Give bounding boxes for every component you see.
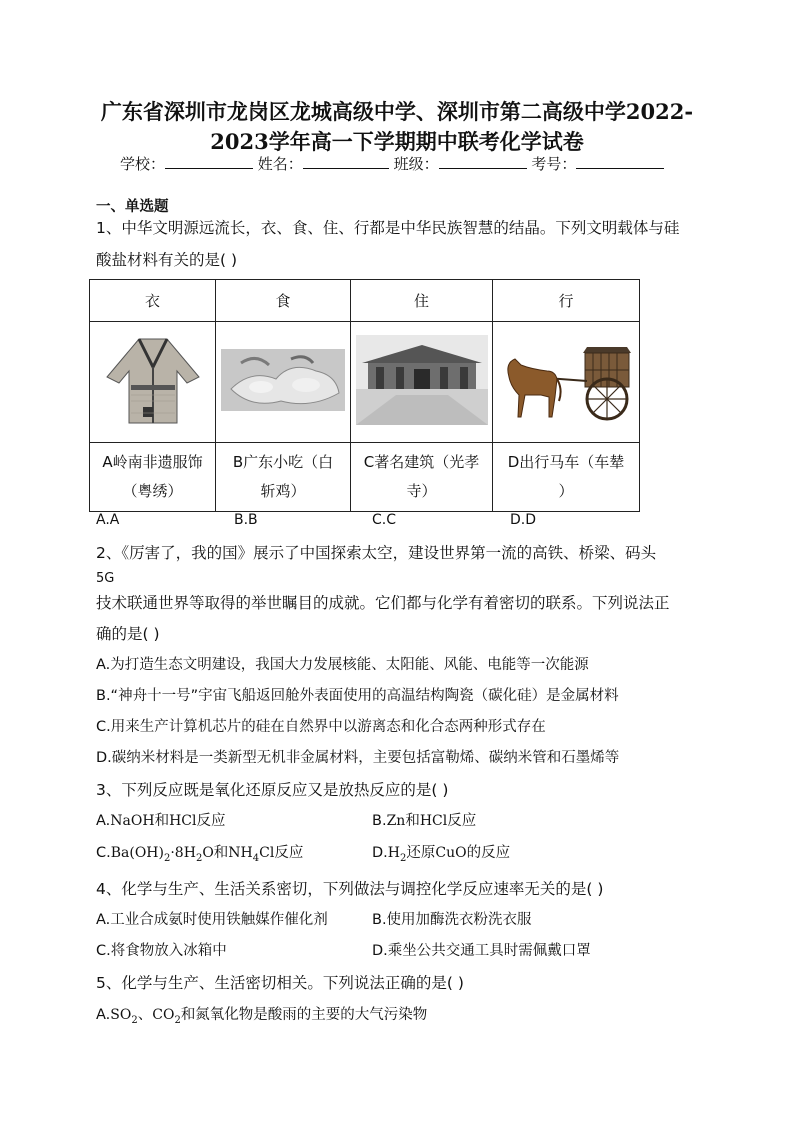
option-text: 反应	[274, 845, 304, 861]
q1-option-a[interactable]: A.A	[96, 512, 120, 528]
caption-line: D出行马车（车辇	[507, 453, 625, 471]
q2-stem-5g: 5G	[96, 571, 115, 586]
q4-stem: 4、化学与生产、生活关系密切，下列做法与调控化学反应速率无关的是( )	[96, 880, 604, 898]
option-text: 反应	[447, 813, 477, 829]
option-text: 还原	[406, 845, 436, 861]
formula: $SO_2$	[110, 1007, 138, 1026]
table-header-cell: 住	[351, 280, 493, 322]
option-d-caption-cell	[493, 443, 640, 512]
formula: $NH_4Cl$	[228, 845, 275, 864]
school-label: 学校：	[120, 155, 166, 173]
q1-stem-line2: 酸盐材料有关的是( )	[96, 251, 238, 269]
q3-option-a[interactable]	[96, 809, 225, 830]
caption-line: A岭南非遗服饰	[102, 453, 203, 471]
table-header-cell: 食	[216, 280, 351, 322]
formula: NaOH	[110, 813, 155, 829]
name-blank[interactable]	[303, 154, 389, 169]
q1-option-c[interactable]: C.C	[372, 512, 397, 528]
q2-option-a[interactable]: A.为打造生态文明建设，我国大力发展核能、太阳能、风能、电能等一次能源	[96, 657, 589, 673]
option-text: 和	[213, 845, 229, 861]
q4-option-d[interactable]: D.乘坐公共交通工具时需佩戴口罩	[372, 943, 591, 959]
section-title: 一、单选题	[96, 199, 169, 215]
q2-option-c[interactable]: C.用来生产计算机芯片的硅在自然界中以游离态和化合态两种形式存在	[96, 719, 546, 735]
q4-option-b[interactable]: B.使用加酶洗衣粉洗衣服	[372, 912, 532, 928]
q3-option-c[interactable]	[96, 841, 303, 864]
exam-no-label: 考号：	[531, 155, 577, 173]
formula: Zn	[386, 813, 406, 829]
q2-stem-line2: 技术联通世界等取得的举世瞩目的成就。它们都与化学有着密切的联系。下列说法正	[96, 594, 670, 612]
option-prefix: C.	[96, 845, 111, 861]
q2-stem-line1: 2、《厉害了，我的国》展示了中国探索太空，建设世界第一流的高铁、桥梁、码头	[96, 544, 657, 562]
q5-stem: 5、化学与生产、生活密切相关。下列说法正确的是( )	[96, 974, 464, 992]
caption-line: B广东小吃（白	[232, 453, 334, 471]
q5-option-a[interactable]	[96, 1003, 427, 1026]
caption-line: ）	[558, 482, 574, 500]
option-text: 和	[405, 813, 420, 829]
q2-option-b[interactable]: B.“神舟十一号”宇宙飞船返回舱外表面使用的高温结构陶瓷（碳化硅）是金属材料	[96, 688, 619, 704]
ancestral-temple-building-image	[351, 322, 493, 443]
option-text: 和	[154, 813, 170, 829]
option-c-caption-cell	[351, 443, 493, 512]
option-text: 的反应	[466, 845, 511, 861]
option-prefix: D.	[372, 845, 388, 861]
option-text: 、	[137, 1007, 153, 1023]
table-header-cell: 衣	[90, 280, 216, 322]
option-prefix: B.	[372, 813, 387, 829]
q4-option-a[interactable]: A.工业合成氨时使用铁触媒作催化剂	[96, 912, 328, 928]
q2-option-d[interactable]: D.碳纳米材料是一类新型无机非金属材料，主要包括富勒烯、碳纳米管和石墨烯等	[96, 750, 620, 766]
exam-no-blank[interactable]	[576, 154, 664, 169]
horse-carriage-image	[493, 322, 640, 443]
q1-table	[89, 279, 640, 512]
q1-option-d[interactable]: D.D	[510, 512, 537, 528]
formula: $Ba(OH)_2\cdot 8H_2O$	[110, 845, 214, 864]
hanfu-garment-image	[90, 322, 216, 443]
option-text: 反应	[196, 813, 226, 829]
caption-line: C著名建筑（光孝	[363, 453, 480, 471]
table-header-cell: 行	[493, 280, 640, 322]
formula: $CO_2$	[152, 1007, 181, 1026]
option-prefix: A.	[96, 813, 111, 829]
caption-line: 寺）	[406, 482, 437, 500]
q3-option-b[interactable]	[372, 809, 476, 830]
formula: HCl	[169, 813, 197, 829]
option-prefix: A.	[96, 1007, 111, 1023]
student-info-line	[120, 153, 664, 174]
q3-stem: 3、下列反应既是氧化还原反应又是放热反应的是( )	[96, 781, 449, 799]
class-label: 班级：	[393, 155, 439, 173]
exam-title-line2: 2023学年高一下学期期中联考化学试卷	[210, 129, 584, 154]
formula: CuO	[435, 845, 467, 861]
exam-title-line1: 广东省深圳市龙岗区龙城高级中学、深圳市第二高级中学2022-	[100, 99, 694, 124]
class-blank[interactable]	[439, 154, 527, 169]
q2-stem-line3: 确的是( )	[96, 625, 160, 643]
white-cut-chicken-image	[216, 322, 351, 443]
q4-option-c[interactable]: C.将食物放入冰箱中	[96, 943, 227, 959]
formula: HCl	[419, 813, 448, 829]
formula: $H_2$	[387, 845, 407, 864]
q1-option-b[interactable]: B.B	[234, 512, 258, 528]
option-b-caption-cell	[216, 443, 351, 512]
caption-line: 斩鸡）	[260, 482, 306, 500]
q3-option-d[interactable]	[372, 841, 510, 864]
name-label: 姓名：	[257, 155, 303, 173]
school-blank[interactable]	[165, 154, 253, 169]
option-a-caption-cell	[90, 443, 216, 512]
option-text: 和氮氧化物是酸雨的主要的大气污染物	[180, 1007, 428, 1023]
q1-stem-line1: 1、中华文明源远流长，衣、食、住、行都是中华民族智慧的结晶。下列文明载体与硅	[96, 219, 680, 237]
caption-line: （粤绣）	[122, 482, 183, 500]
